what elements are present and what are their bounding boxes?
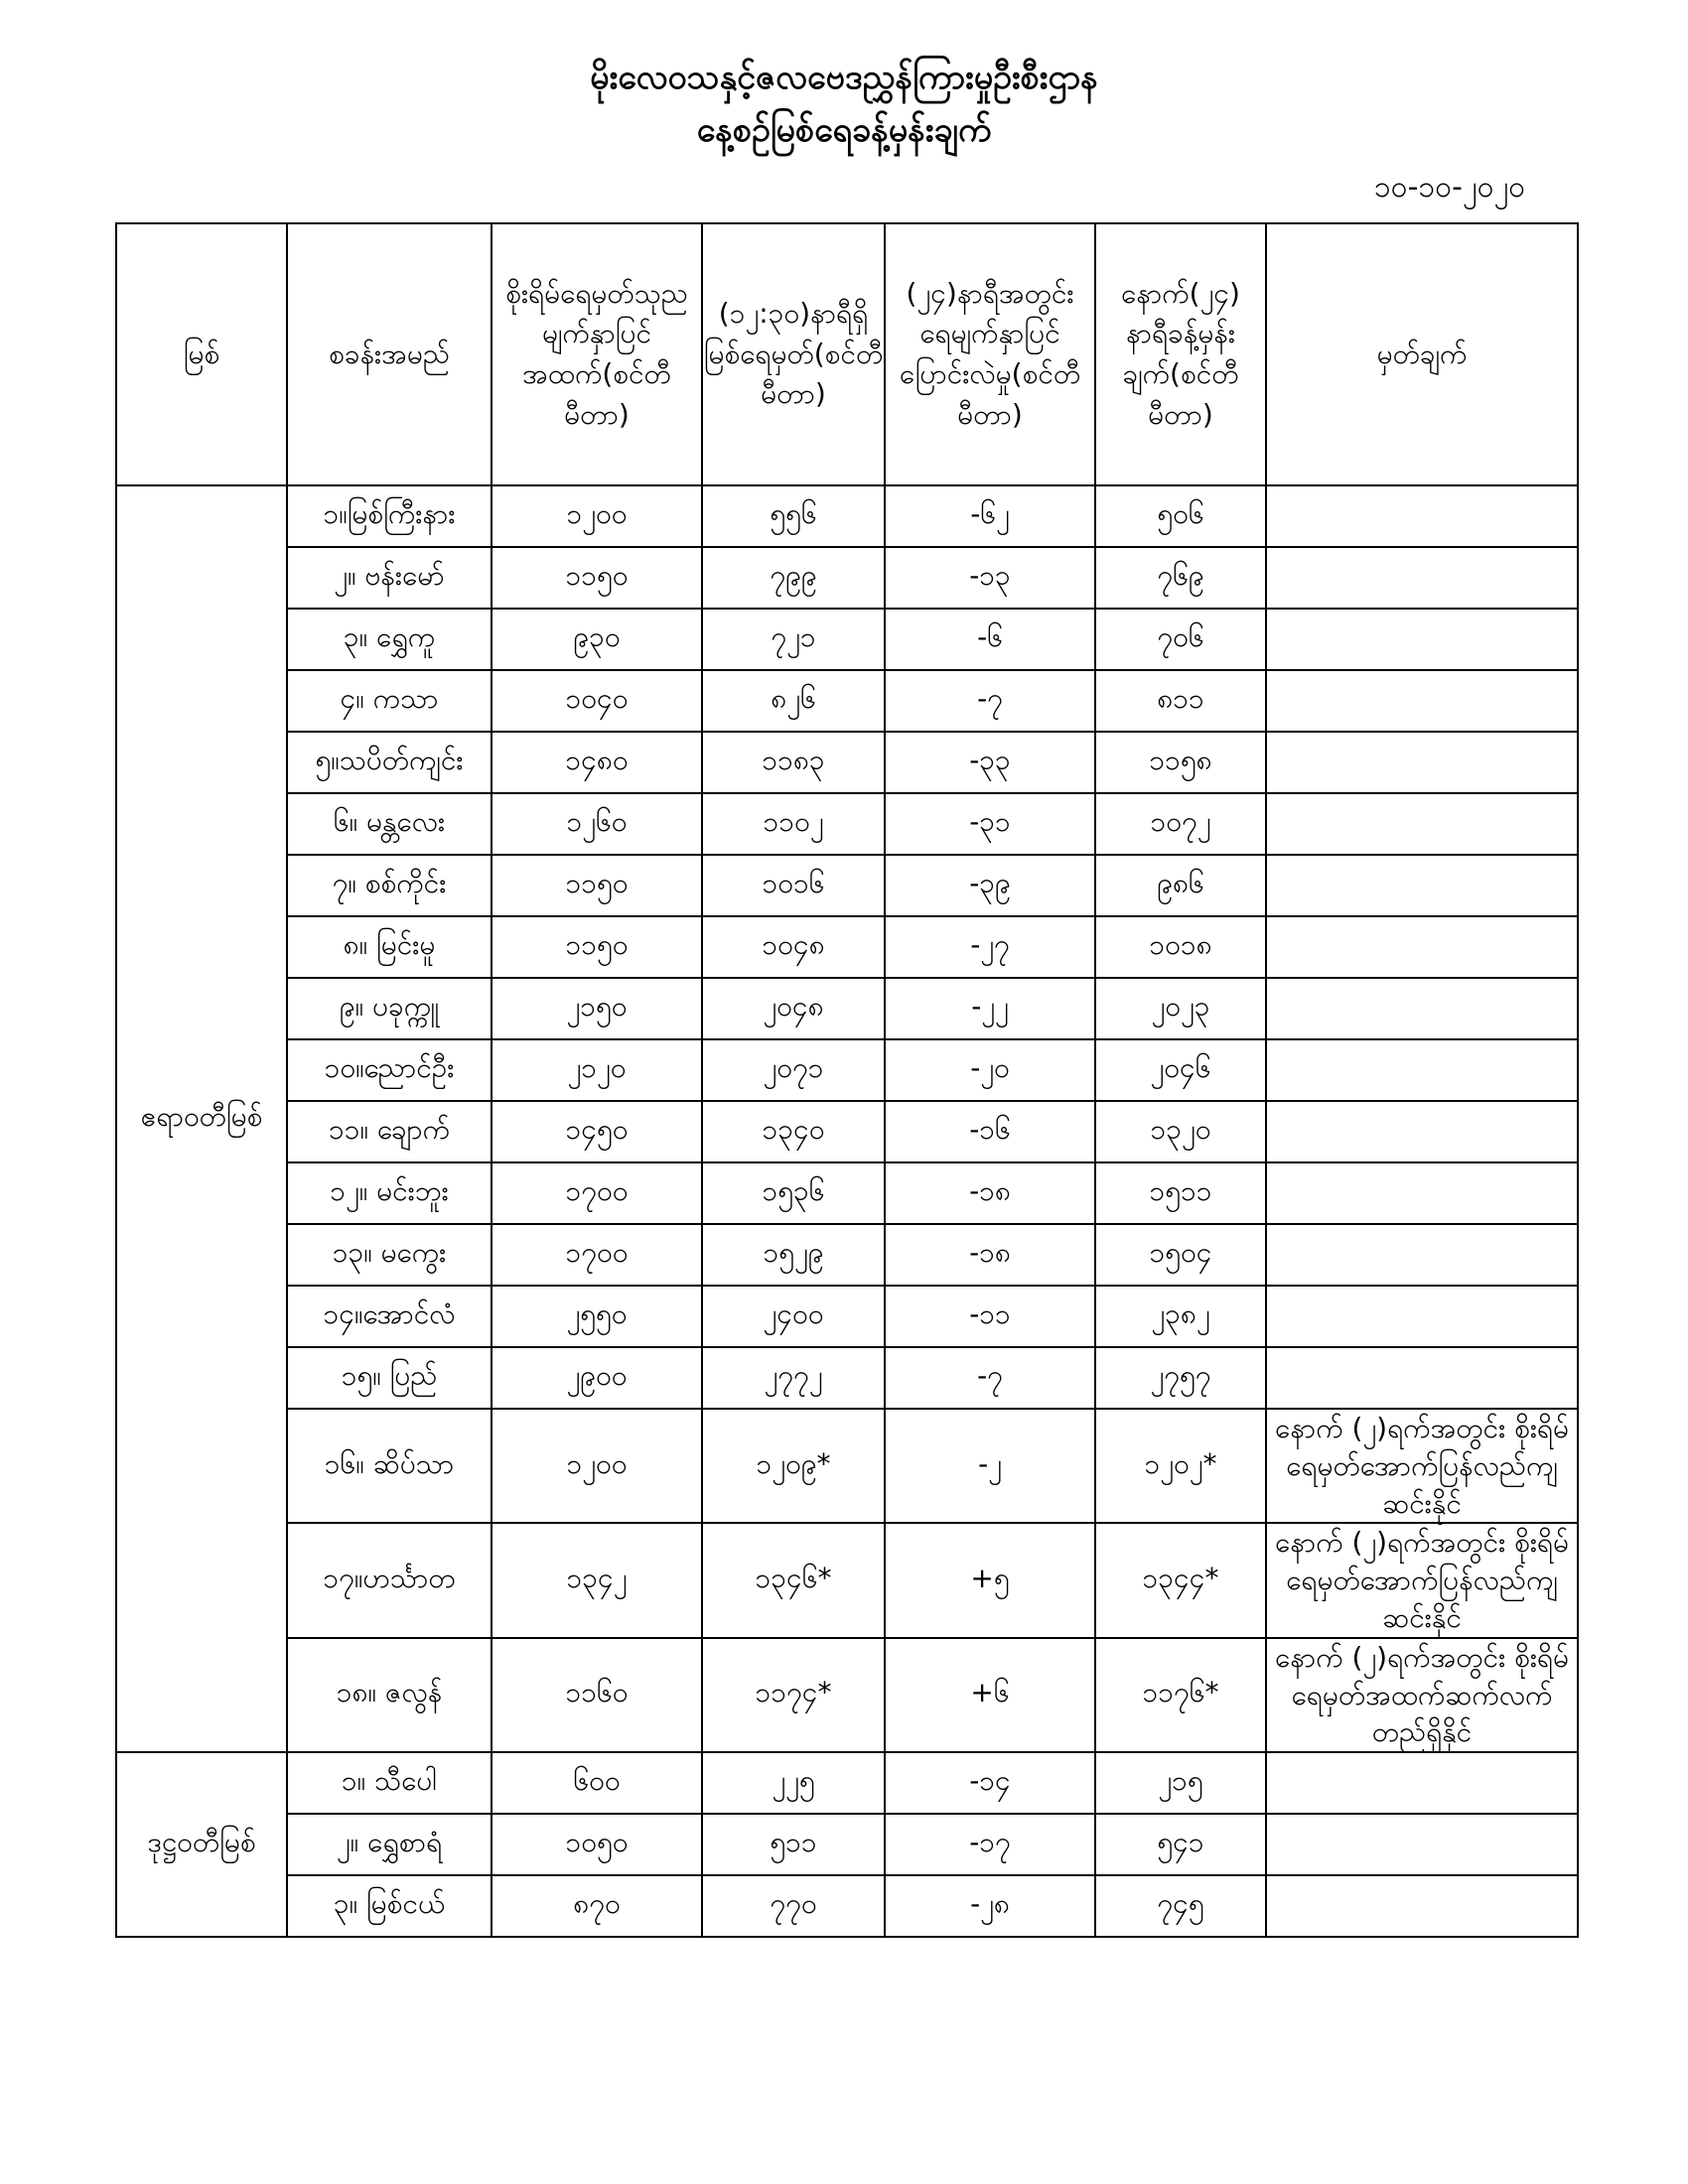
forecast-level: ၂၇၅၇ — [1095, 1347, 1266, 1409]
report-date: ၁၀-၁၀-၂၀၂၀ — [1373, 170, 1526, 205]
station-name: ၈။ မြင်းမူ — [287, 916, 492, 978]
station-name: ၁၆။ ဆိပ်သာ — [287, 1409, 492, 1523]
station-name: ၃။ ရွှေကူ — [287, 609, 492, 670]
danger-level: ၁၃၄၂ — [492, 1523, 702, 1637]
observed-level: ၂၄၀၀ — [702, 1286, 885, 1347]
forecast-level: ၂၁၅ — [1095, 1752, 1266, 1814]
table-row — [116, 670, 1578, 732]
table-row — [116, 1286, 1578, 1347]
station-name: ၆။ မန္တလေး — [287, 793, 492, 855]
danger-level: ၁၇၀၀ — [492, 1162, 702, 1224]
observed-level: ၁၂၀၉* — [702, 1409, 885, 1523]
page-title: မိုးလေဝသနှင့်ဇလဗေဒညွှန်ကြားမှုဦးစီးဌာန — [590, 58, 1098, 97]
remarks — [1266, 609, 1578, 670]
col-header-remarks: မှတ်ချက် — [1266, 223, 1578, 485]
forecast-level: ၇၄၅ — [1095, 1875, 1266, 1937]
remarks — [1266, 547, 1578, 609]
station-name: ၁၀။ညောင်ဦး — [287, 1039, 492, 1101]
level-change: -၁၄ — [885, 1752, 1095, 1814]
observed-level: ၁၅၃၆ — [702, 1162, 885, 1224]
level-change: -၂၇ — [885, 916, 1095, 978]
forecast-level: ၁၀၇၂ — [1095, 793, 1266, 855]
station-name: ၇။ စစ်ကိုင်း — [287, 855, 492, 916]
danger-level: ၁၂၀၀ — [492, 1409, 702, 1523]
level-change: -၁၇ — [885, 1814, 1095, 1875]
observed-level: ၅၁၁ — [702, 1814, 885, 1875]
observed-level: ၁၃၄၆* — [702, 1523, 885, 1637]
table-row — [116, 1101, 1578, 1162]
forecast-level: ၅၀၆ — [1095, 485, 1266, 547]
danger-level: ၂၁၂၀ — [492, 1039, 702, 1101]
remarks — [1266, 1347, 1578, 1409]
remarks — [1266, 1814, 1578, 1875]
remarks: နောက် (၂)ရက်အတွင်း စိုးရိမ်ရေမှတ်အောက်ပြန်လည်ကျဆင်းနိုင် — [1266, 1409, 1578, 1523]
level-change: -၃၃ — [885, 732, 1095, 793]
remarks: နောက် (၂)ရက်အတွင်း စိုးရိမ်ရေမှတ်အောက်ပြန်လည်ကျဆင်းနိုင် — [1266, 1523, 1578, 1637]
forecast-level: ၁၁၇၆* — [1095, 1638, 1266, 1752]
danger-level: ၁၄၈၀ — [492, 732, 702, 793]
col-header-change: (၂၄)နာရီအတွင်းရေမျက်နှာပြင်ပြောင်းလဲမှု(စင်တီမီတာ) — [885, 223, 1095, 485]
table-row — [116, 1814, 1578, 1875]
observed-level: ၅၅၆ — [702, 485, 885, 547]
remarks — [1266, 1752, 1578, 1814]
station-name: ၁၁။ ချောက် — [287, 1101, 492, 1162]
level-change: -၁၈ — [885, 1162, 1095, 1224]
forecast-level: ၁၂၀၂* — [1095, 1409, 1266, 1523]
table-row — [116, 485, 1578, 547]
table-row — [116, 609, 1578, 670]
table-row — [116, 855, 1578, 916]
forecast-table — [115, 222, 1579, 1938]
station-name: ၁၄။အောင်လံ — [287, 1286, 492, 1347]
col-header-observed-level: (၁၂:၃၀)နာရီရှိမြစ်ရေမှတ်(စင်တီမီတာ) — [702, 223, 885, 485]
station-name: ၁၂။ မင်းဘူး — [287, 1162, 492, 1224]
station-name: ၃။ မြစ်ငယ် — [287, 1875, 492, 1937]
table-row — [116, 1638, 1578, 1752]
level-change: -၁၃ — [885, 547, 1095, 609]
table-row — [116, 978, 1578, 1039]
level-change: -၃၉ — [885, 855, 1095, 916]
col-header-forecast: နောက်(၂၄) နာရီခန့်မှန်းချက်(စင်တီမီတာ) — [1095, 223, 1266, 485]
level-change: -၂၀ — [885, 1039, 1095, 1101]
remarks — [1266, 1875, 1578, 1937]
page-subtitle: နေ့စဉ်မြစ်ရေခန့်မှန်းချက် — [696, 110, 992, 150]
remarks — [1266, 670, 1578, 732]
table-row — [116, 916, 1578, 978]
forecast-level: ၁၃၂၀ — [1095, 1101, 1266, 1162]
danger-level: ၆၀၀ — [492, 1752, 702, 1814]
remarks — [1266, 732, 1578, 793]
remarks — [1266, 1039, 1578, 1101]
station-name: ၁၃။ မကွေး — [287, 1224, 492, 1286]
forecast-level: ၇၆၉ — [1095, 547, 1266, 609]
river-name: ဒုဋ္ဌဝတီမြစ် — [116, 1752, 287, 1937]
observed-level: ၂၀၇၁ — [702, 1039, 885, 1101]
observed-level: ၁၅၂၉ — [702, 1224, 885, 1286]
observed-level: ၁၀၄၈ — [702, 916, 885, 978]
river-name: ဧရာဝတီမြစ် — [116, 485, 287, 1752]
danger-level: ၂၉၀၀ — [492, 1347, 702, 1409]
forecast-level: ၁၃၄၄* — [1095, 1523, 1266, 1637]
forecast-level: ၉၈၆ — [1095, 855, 1266, 916]
observed-level: ၈၂၆ — [702, 670, 885, 732]
remarks — [1266, 1224, 1578, 1286]
forecast-level: ၇၀၆ — [1095, 609, 1266, 670]
station-name: ၁။မြစ်ကြီးနား — [287, 485, 492, 547]
remarks — [1266, 1162, 1578, 1224]
station-name: ၁၅။ ပြည် — [287, 1347, 492, 1409]
danger-level: ၁၁၅၀ — [492, 916, 702, 978]
danger-level: ၁၄၅၀ — [492, 1101, 702, 1162]
level-change: -၂ — [885, 1409, 1095, 1523]
remarks — [1266, 1101, 1578, 1162]
forecast-level: ၈၁၁ — [1095, 670, 1266, 732]
table-row — [116, 732, 1578, 793]
table-row — [116, 1039, 1578, 1101]
level-change: -၇ — [885, 1347, 1095, 1409]
observed-level: ၁၃၄၀ — [702, 1101, 885, 1162]
observed-level: ၁၀၁၆ — [702, 855, 885, 916]
level-change: -၆၂ — [885, 485, 1095, 547]
level-change: -၂၂ — [885, 978, 1095, 1039]
danger-level: ၂၁၅၀ — [492, 978, 702, 1039]
level-change: -၃၁ — [885, 793, 1095, 855]
danger-level: ၁၀၅၀ — [492, 1814, 702, 1875]
observed-level: ၂၂၅ — [702, 1752, 885, 1814]
table-header-row — [116, 223, 1578, 485]
forecast-level: ၁၅၀၄ — [1095, 1224, 1266, 1286]
forecast-level: ၁၅၁၁ — [1095, 1162, 1266, 1224]
observed-level: ၇၉၉ — [702, 547, 885, 609]
observed-level: ၇၂၁ — [702, 609, 885, 670]
level-change: -၁၈ — [885, 1224, 1095, 1286]
forecast-level: ၁၁၅၈ — [1095, 732, 1266, 793]
danger-level: ၁၀၄၀ — [492, 670, 702, 732]
table-row — [116, 547, 1578, 609]
forecast-level: ၂၀၂၃ — [1095, 978, 1266, 1039]
station-name: ၂။ ရွှေစာရံ — [287, 1814, 492, 1875]
level-change: +၆ — [885, 1638, 1095, 1752]
col-header-station: စခန်းအမည် — [287, 223, 492, 485]
danger-level: ၁၂၆၀ — [492, 793, 702, 855]
station-name: ၉။ ပခုက္ကူ — [287, 978, 492, 1039]
col-header-danger-level: စိုးရိမ်ရေမှတ်သုညမျက်နှာပြင်အထက်(စင်တီမီတာ) — [492, 223, 702, 485]
table-row — [116, 1523, 1578, 1637]
observed-level: ၂၀၄၈ — [702, 978, 885, 1039]
danger-level: ၁၁၅၀ — [492, 547, 702, 609]
forecast-level: ၂၀၄၆ — [1095, 1039, 1266, 1101]
observed-level: ၇၇၀ — [702, 1875, 885, 1937]
table-row — [116, 1162, 1578, 1224]
forecast-level: ၁၀၁၈ — [1095, 916, 1266, 978]
station-name: ၁၈။ ဇလွန် — [287, 1638, 492, 1752]
station-name: ၄။ ကသာ — [287, 670, 492, 732]
table-row — [116, 1752, 1578, 1814]
remarks — [1266, 916, 1578, 978]
danger-level: ၁၇၀၀ — [492, 1224, 702, 1286]
remarks — [1266, 485, 1578, 547]
danger-level: ၁၁၅၀ — [492, 855, 702, 916]
danger-level: ၁၂၀၀ — [492, 485, 702, 547]
col-header-river: မြစ် — [116, 223, 287, 485]
level-change: -၇ — [885, 670, 1095, 732]
remarks — [1266, 978, 1578, 1039]
table-row — [116, 1224, 1578, 1286]
observed-level: ၁၁၈၃ — [702, 732, 885, 793]
station-name: ၅။သပိတ်ကျင်း — [287, 732, 492, 793]
table-row — [116, 1409, 1578, 1523]
table-row — [116, 1347, 1578, 1409]
station-name: ၁၇။ဟင်္သာတ — [287, 1523, 492, 1637]
station-name: ၂။ ဗန်းမော် — [287, 547, 492, 609]
station-name: ၁။ သီပေါ — [287, 1752, 492, 1814]
observed-level: ၁၁၀၂ — [702, 793, 885, 855]
danger-level: ၁၁၆၀ — [492, 1638, 702, 1752]
remarks: နောက် (၂)ရက်အတွင်း စိုးရိမ်ရေမှတ်အထက်ဆက်လက်တည်ရှိနိုင် — [1266, 1638, 1578, 1752]
level-change: -၆ — [885, 609, 1095, 670]
level-change: +၅ — [885, 1523, 1095, 1637]
danger-level: ၂၅၅၀ — [492, 1286, 702, 1347]
level-change: -၁၆ — [885, 1101, 1095, 1162]
remarks — [1266, 793, 1578, 855]
table-row — [116, 1875, 1578, 1937]
observed-level: ၁၁၇၄* — [702, 1638, 885, 1752]
danger-level: ၉၃၀ — [492, 609, 702, 670]
level-change: -၂၈ — [885, 1875, 1095, 1937]
remarks — [1266, 855, 1578, 916]
level-change: -၁၁ — [885, 1286, 1095, 1347]
forecast-level: ၅၄၁ — [1095, 1814, 1266, 1875]
danger-level: ၈၇၀ — [492, 1875, 702, 1937]
table-row — [116, 793, 1578, 855]
observed-level: ၂၇၇၂ — [702, 1347, 885, 1409]
forecast-level: ၂၃၈၂ — [1095, 1286, 1266, 1347]
remarks — [1266, 1286, 1578, 1347]
